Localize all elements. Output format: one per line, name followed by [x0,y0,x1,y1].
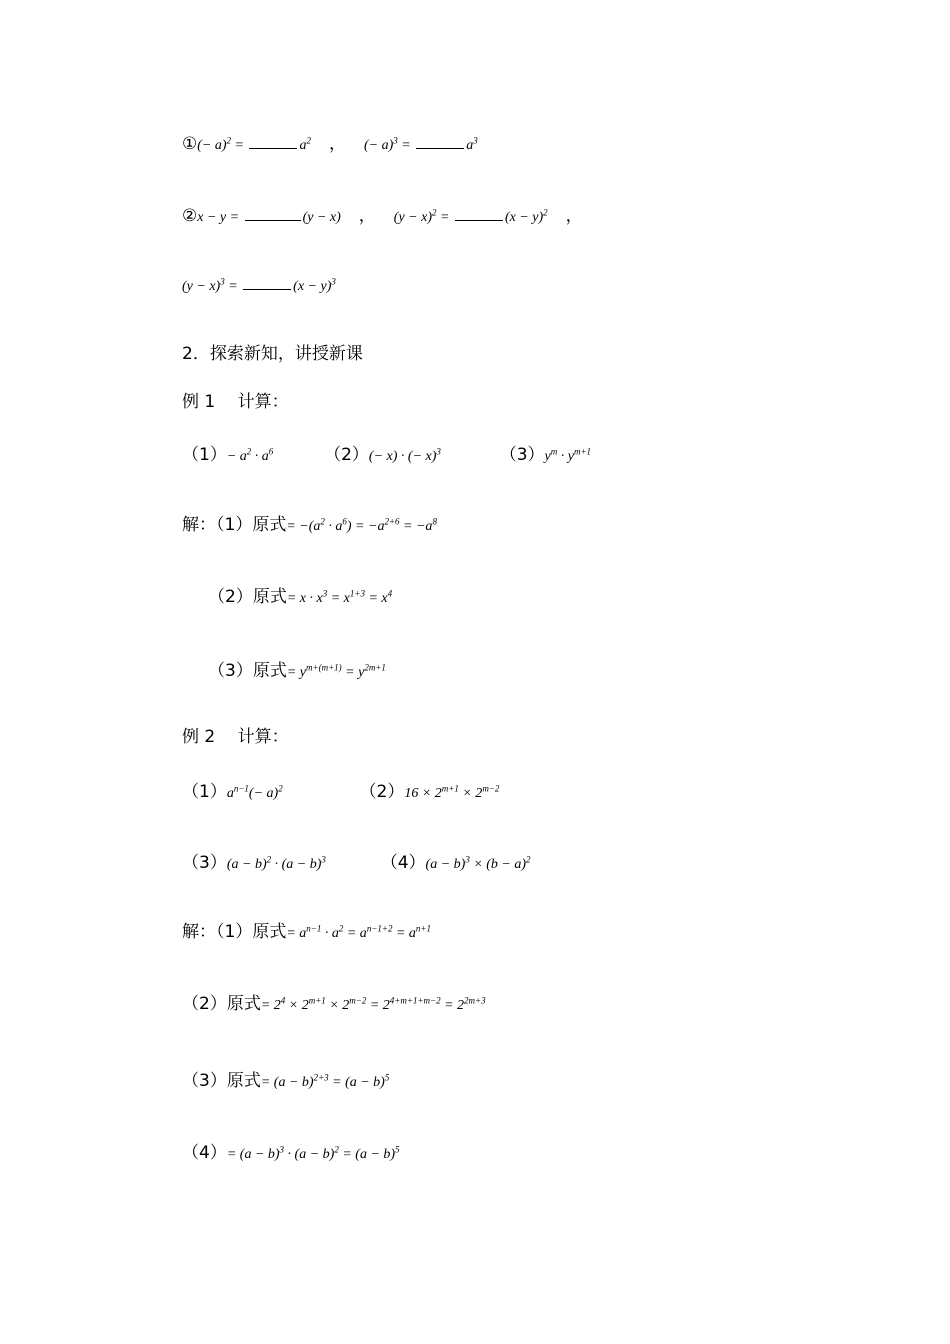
formula: $(y - x)^3 = (x - y)^3$ [182,276,336,294]
example-2-title: 例 2 计算： [182,727,289,747]
formula: = $x \cdot x^3 = x^{1+3} = x^4$ [286,588,393,606]
formula: $(a - b)^2 \cdot (a - b)^3$ [226,854,326,872]
example-2-items-row-1: $(1)a^{n-1}(- a)^2$ $(2)16 \times 2^{m+1} \times 2^{m-2}$ [182,782,500,802]
item-marker: ① [182,134,198,154]
answer-blank[interactable] [245,206,301,221]
formula: (− $a)^2 = a^2$ [197,135,311,153]
formula: = $y^{m+(m+1)} = y^{2m+1}$ [286,662,386,680]
formula: $y^m \cdot y^{m+1}$ [544,446,592,464]
example-1-solution-1: 解：（1）原式= $-(a^2 \cdot a^6) = -a^{2+6} = -a^8$ [182,515,437,535]
formula: $16 \times 2^{m+1} \times 2^{m-2}$ [404,783,500,801]
example-2-items-row-2: $(3)(a - b)^2 \cdot (a - b)^3$ $(4)(a - b)^3 \times (b - a)^2$ [182,853,531,873]
example-2-solution-1: 解：（1）原式= $a^{n-1} \cdot a^2 = a^{n-1+2} = a^{n+1}$ [182,922,431,942]
review-row-3 [182,273,336,299]
item-marker: ② [182,206,198,226]
formula: = $(a - b)^3 \cdot (a - b)^2 = (a - b)^5$ [226,1144,400,1162]
formula: = $-(a^2 \cdot a^6) = -a^{2+6} = -a^8$ [286,516,437,534]
formula: = $(a - b)^{2+3} = (a - b)^5$ [260,1072,390,1090]
answer-blank[interactable] [243,275,291,290]
answer-blank[interactable] [249,134,297,149]
example-2-solution-3: （3）原式= $(a - b)^{2+3} = (a - b)^5$ [182,1071,390,1091]
formula: $(y - x)^2 = (x - y)^2$ [393,207,548,225]
formula: = $a^{n-1} \cdot a^2 = a^{n-1+2} = a^{n+1}$ [286,923,431,941]
example-2-solution-2: （2）原式= $2^4 \times 2^{m+1} \times 2^{m-2} = 2^{4+m+1+m-2} = 2^{2m+3}$ [182,994,486,1014]
example-1-title: 例 1 计算： [182,392,289,412]
formula: − $a^2 \cdot a^6$ [226,446,274,464]
section-title: 2．探索新知，讲授新课 [182,344,363,364]
formula: $(a - b)^3 \times (b - a)^2$ [425,854,531,872]
formula: (− $a)^3 = a^3$ [363,135,478,153]
formula: x − y = (y − x) [197,210,341,225]
answer-blank[interactable] [455,206,503,221]
example-1-solution-3: （3）原式= $y^{m+(m+1)} = y^{2m+1}$ [208,661,386,681]
review-row-2: ②x − y = (y − x) ， $(y - x)^2 = (x - y)^2$ ， [182,206,583,226]
answer-blank[interactable] [416,134,464,149]
formula: $a^{n-1}(- a)^2$ [226,783,283,801]
example-1-solution-2: （2）原式= $x \cdot x^3 = x^{1+3} = x^4$ [208,587,393,607]
example-2-solution-4: $(4)= (a - b)^3 \cdot (a - b)^2 = (a - b)^5$ [182,1143,400,1163]
example-1-items: $(1)- a^2 \cdot a^6$ （2）(− x) · (− x)$^3$ $(3)y^m \cdot y^{m+1}$ [182,445,592,465]
review-row-1: ①(− $a)^2 = a^2$ ， (− $a)^3 = a^3$ [182,134,478,154]
formula: (− x) · (− x)$^3$ [368,446,441,464]
formula: = $2^4 \times 2^{m+1} \times 2^{m-2} = 2^{4+m+1+m-2} = 2^{2m+3}$ [260,995,486,1013]
